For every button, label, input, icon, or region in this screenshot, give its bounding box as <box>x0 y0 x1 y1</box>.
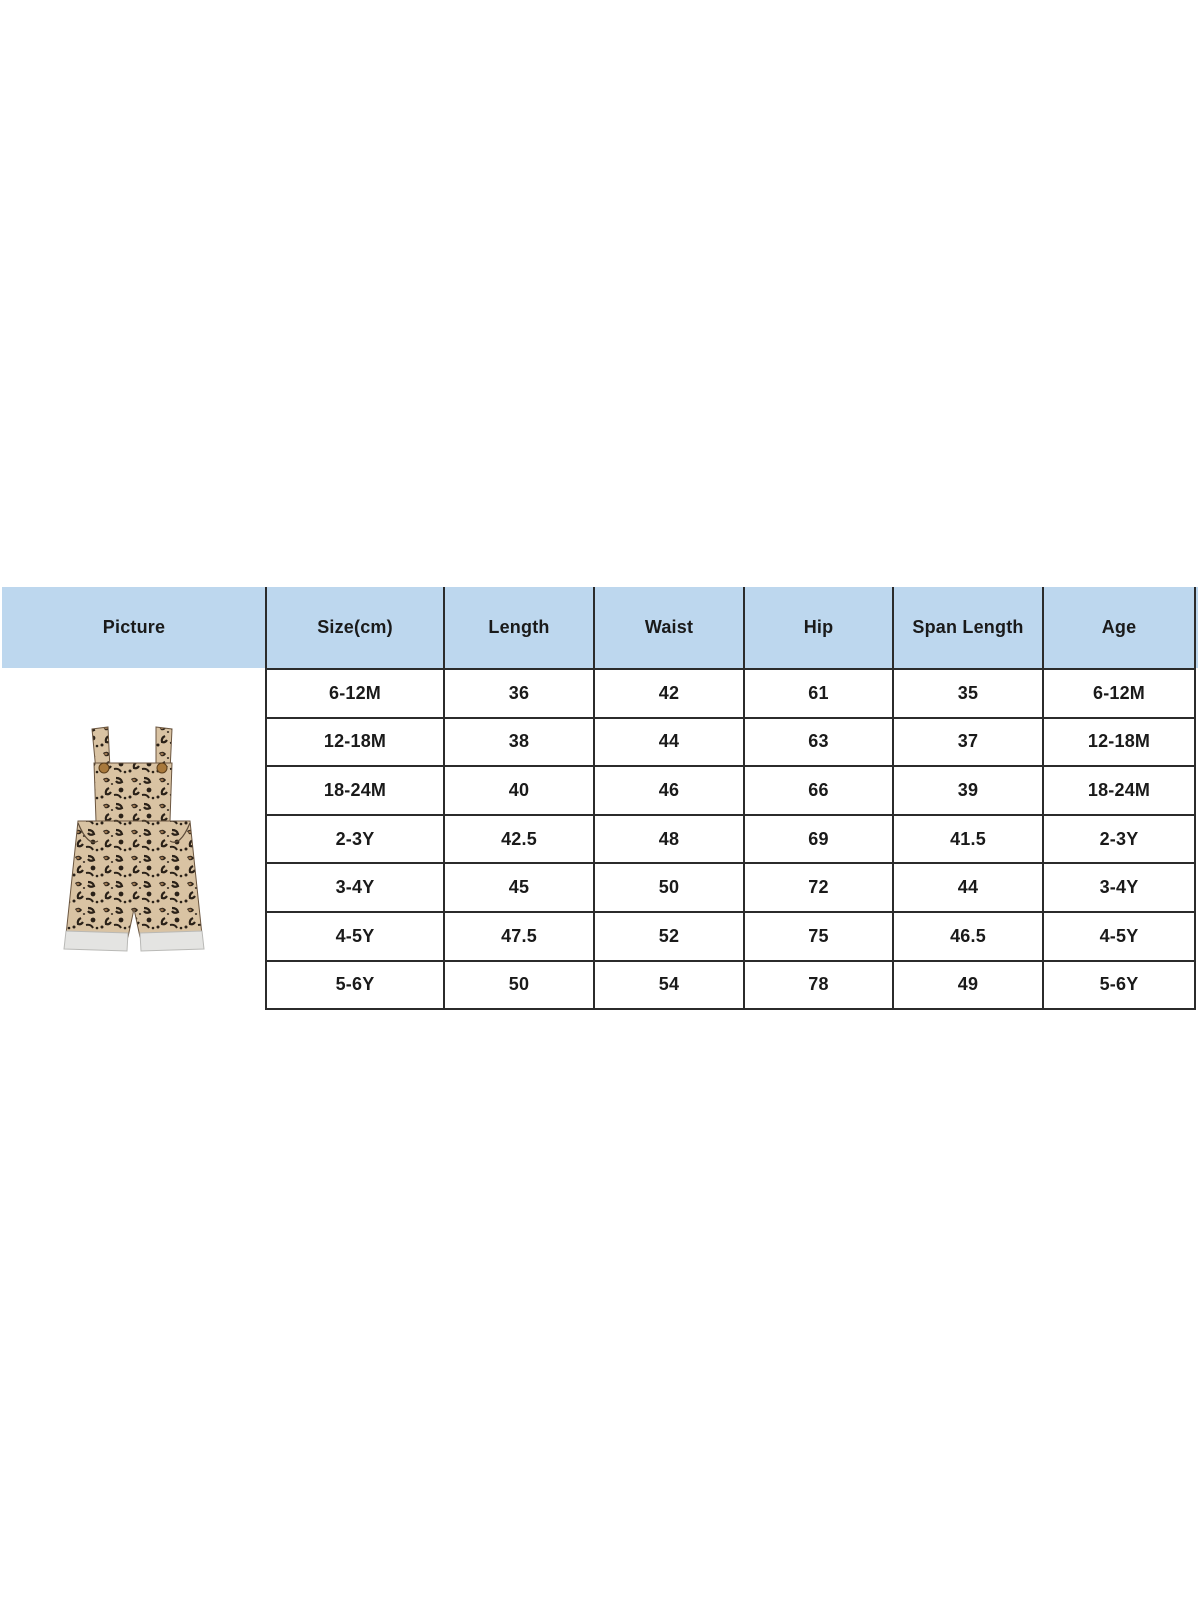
table-cell: 5-6Y <box>335 974 375 995</box>
table-cell: 45 <box>508 877 530 898</box>
header-cell-span-length: Span Length <box>912 617 1024 637</box>
table-cell: 42.5 <box>501 828 537 849</box>
table-cell: 42 <box>658 682 680 703</box>
header-cell-waist: Waist <box>644 617 694 637</box>
table-cell: 72 <box>808 877 829 898</box>
table-cell: 18-24M <box>323 779 387 800</box>
leopard-overalls-shorts-image <box>44 723 224 959</box>
table-cell: 36 <box>508 682 530 703</box>
header-cell-picture: Picture <box>102 617 166 637</box>
table-cell: 18-24M <box>1087 779 1151 800</box>
table-cell: 61 <box>808 682 829 703</box>
table-cell: 4-5Y <box>1099 925 1139 946</box>
table-cell: 46.5 <box>950 925 986 946</box>
table-cell: 50 <box>658 877 680 898</box>
table-cell: 4-5Y <box>335 925 375 946</box>
table-cell: 2-3Y <box>335 828 375 849</box>
table-cell: 78 <box>808 974 829 995</box>
table-cell: 2-3Y <box>1099 828 1139 849</box>
table-cell: 41.5 <box>950 828 986 849</box>
table-cell: 38 <box>508 731 530 752</box>
table-cell: 69 <box>808 828 829 849</box>
table-cell: 47.5 <box>501 925 537 946</box>
table-cell: 63 <box>808 731 829 752</box>
table-cell: 48 <box>658 828 680 849</box>
table-cell: 37 <box>957 731 979 752</box>
table-cell: 52 <box>658 925 680 946</box>
picture-cell <box>2 669 266 1012</box>
table-cell: 75 <box>808 925 829 946</box>
table-cell: 5-6Y <box>1099 974 1139 995</box>
header-cell-size-cm: Size(cm) <box>317 617 393 637</box>
table-cell: 50 <box>508 974 530 995</box>
table-cell: 39 <box>957 779 979 800</box>
table-cell: 6-12M <box>1092 682 1146 703</box>
table-cell: 49 <box>957 974 979 995</box>
table-cell: 12-18M <box>323 731 387 752</box>
table-cell: 44 <box>957 877 979 898</box>
table-cell: 54 <box>658 974 680 995</box>
table-cell: 3-4Y <box>1099 877 1139 898</box>
table-cell: 46 <box>658 779 680 800</box>
table-cell: 3-4Y <box>335 877 375 898</box>
table-cell: 44 <box>658 731 680 752</box>
table-cell: 35 <box>957 682 979 703</box>
table-cell: 6-12M <box>328 682 382 703</box>
table-cell: 66 <box>808 779 829 800</box>
header-cell-length: Length <box>488 617 550 637</box>
header-cell-age: Age <box>1101 617 1137 637</box>
header-cell-hip: Hip <box>803 617 834 637</box>
table-cell: 12-18M <box>1087 731 1151 752</box>
size-chart-table <box>0 587 1200 1014</box>
table-cell: 40 <box>508 779 530 800</box>
